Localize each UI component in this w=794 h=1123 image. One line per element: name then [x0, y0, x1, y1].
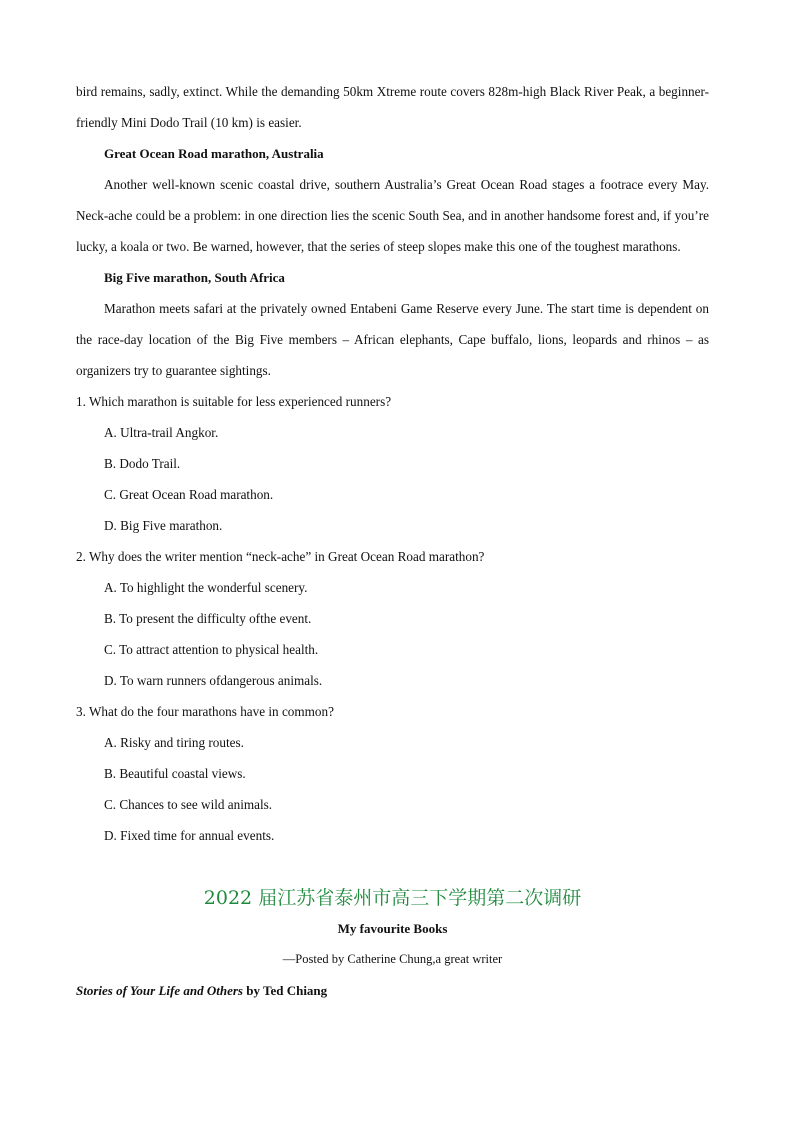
book-title: Stories of Your Life and Others: [76, 983, 243, 998]
question-1: [76, 386, 709, 541]
question-option: D. Big Five marathon.: [104, 518, 223, 533]
question-stem: 2. Why does the writer mention “neck-ache” in Great Ocean Road marathon?: [76, 549, 485, 564]
question-option: A. To highlight the wonderful scenery.: [104, 580, 308, 595]
question-option: A. Risky and tiring routes.: [104, 735, 244, 750]
question-option: A. Ultra-trail Angkor.: [104, 425, 219, 440]
question-option: D. Fixed time for annual events.: [104, 828, 275, 843]
question-option: B. Dodo Trail.: [104, 456, 181, 471]
section-title: 2022 届江苏省泰州市高三下学期第二次调研: [203, 887, 582, 909]
question-option: D. To warn runners ofdangerous animals.: [104, 673, 323, 688]
document-page: [76, 76, 709, 1006]
question-3: [76, 696, 709, 851]
question-option: C. Great Ocean Road marathon.: [104, 487, 274, 502]
question-2: [76, 541, 709, 696]
question-stem: 1. Which marathon is suitable for less experienced runners?: [76, 394, 392, 409]
section-heading-big-five: Big Five marathon, South Africa: [104, 270, 285, 285]
spacer: [76, 851, 709, 883]
intro-paragraph: bird remains, sadly, extinct. While the demanding 50km Xtreme route covers 828m-high Black River Peak, a beginner-friendly Mini Dodo Trail (10 km) is easier.: [76, 84, 709, 130]
book-entry: [76, 975, 709, 1006]
essay-byline: —Posted by Catherine Chung,a great writer: [282, 952, 503, 966]
section-heading-great-ocean-road: Great Ocean Road marathon, Australia: [104, 146, 324, 161]
essay-title: My favourite Books: [337, 921, 448, 936]
question-option: C. To attract attention to physical health.: [104, 642, 319, 657]
section-body-great-ocean-road: Another well-known scenic coastal drive, southern Australia’s Great Ocean Road stages a footrace every May. Neck-ache could be a problem: in one direction lies the scenic South Sea, and in another handsome forest and, if you’re lucky, a koala or two. Be warned, however, that the series of steep slopes make this one of the toughest marathons.: [76, 177, 709, 254]
question-option: C. Chances to see wild animals.: [104, 797, 273, 812]
question-option: B. Beautiful coastal views.: [104, 766, 246, 781]
question-stem: 3. What do the four marathons have in common?: [76, 704, 334, 719]
book-author: by Ted Chiang: [242, 983, 328, 998]
section-body-big-five: Marathon meets safari at the privately owned Entabeni Game Reserve every June. The start time is dependent on the race-day location of the Big Five members – African elephants, Cape buffalo, lions, leopards and rhinos – as organizers try to guarantee sightings.: [76, 301, 709, 378]
question-option: B. To present the difficulty ofthe event.: [104, 611, 312, 626]
